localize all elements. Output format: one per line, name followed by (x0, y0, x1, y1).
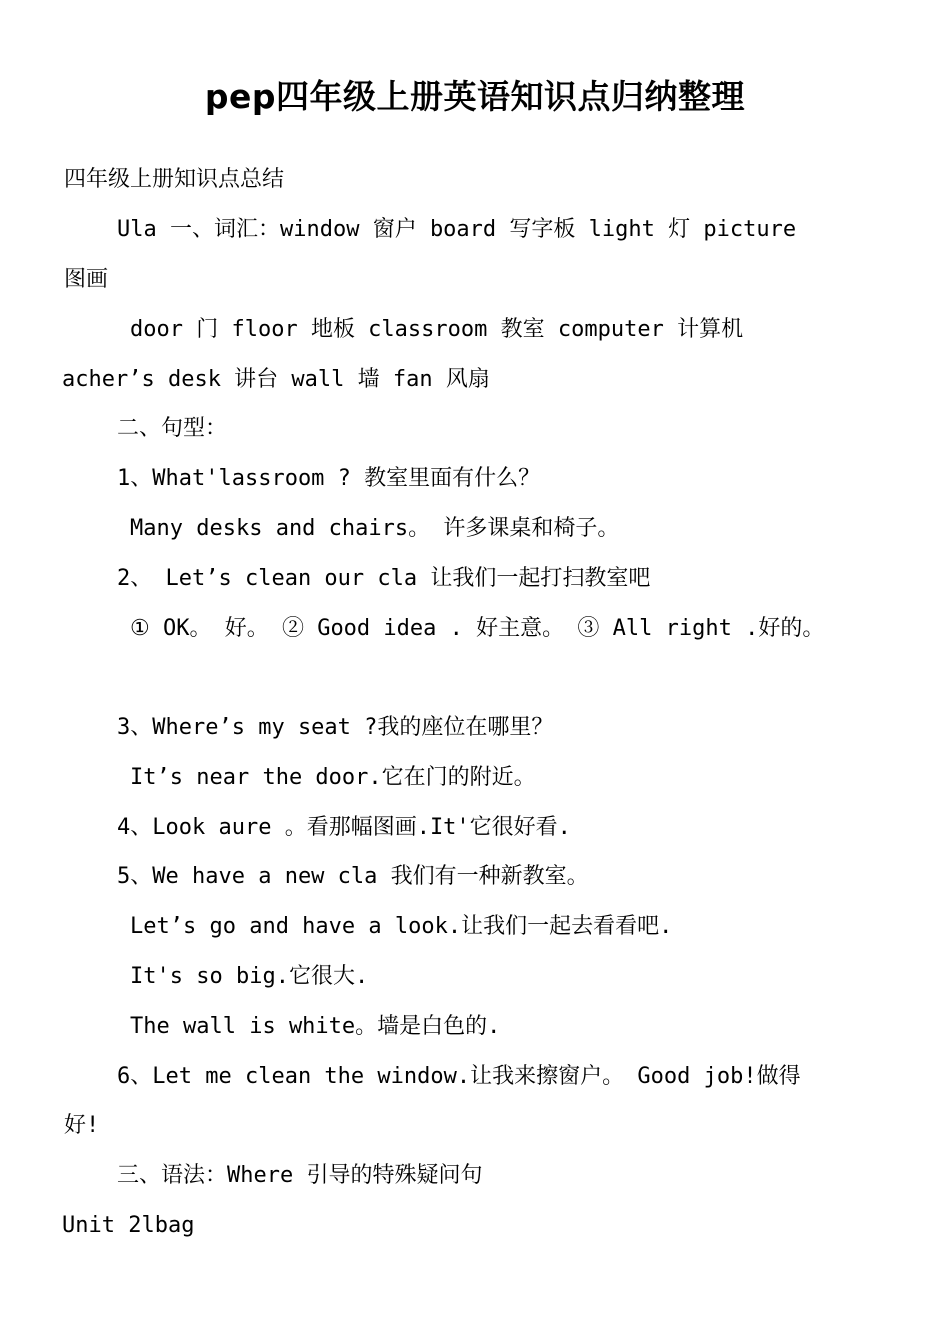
vocab-line-3: acher’s desk 讲台 wall 墙 fan 风扇 (62, 367, 490, 392)
unit-heading: Unit 2lbag (62, 1213, 195, 1238)
sentence-3: 3、Where’s my seat ?我的座位在哪里？ (117, 715, 554, 740)
sentence-2: 2、 Let’s clean our cla 让我们一起打扫教室吧 (117, 566, 651, 591)
sentence-4: 4、Look aure 。看那幅图画.It'它很好看. (117, 815, 571, 840)
sentence-1-answer: Many desks and chairs。 许多课桌和椅子。 (130, 516, 620, 541)
sentence-1: 1、What'lassroom ? 教室里面有什么？ (117, 466, 541, 491)
sentence-2-answers: ① OK。 好。 ② Good idea . 好主意。 ③ All right .好的。 (130, 616, 825, 641)
sentence-5-line-4: The wall is white。墙是白色的. (130, 1014, 501, 1039)
sentence-heading: 二、句型： (117, 416, 228, 441)
sentence-5-line-2: Let’s go and have a look.让我们一起去看看吧. (130, 914, 673, 939)
grammar-heading: 三、语法：Where 引导的特殊疑问句 (117, 1163, 483, 1188)
sentence-5: 5、We have a new cla 我们有一种新教室。 (117, 864, 589, 889)
document-title: pep四年级上册英语知识点归纳整理 (204, 77, 746, 117)
sentence-6-cont: 好! (64, 1113, 100, 1138)
section-heading: 四年级上册知识点总结 (64, 167, 285, 192)
vocab-line-1: Ula 一、词汇：window 窗户 board 写字板 light 灯 picture (117, 217, 797, 242)
vocab-line-1-cont: 图画 (64, 267, 109, 292)
sentence-5-line-3: It's so big.它很大. (130, 964, 369, 989)
vocab-line-2: door 门 floor 地板 classroom 教室 computer 计算机 (130, 317, 744, 342)
sentence-6: 6、Let me clean the window.让我来擦窗户。 Good job!做得 (117, 1064, 801, 1089)
sentence-3-answer: It’s near the door.它在门的附近。 (130, 765, 536, 790)
